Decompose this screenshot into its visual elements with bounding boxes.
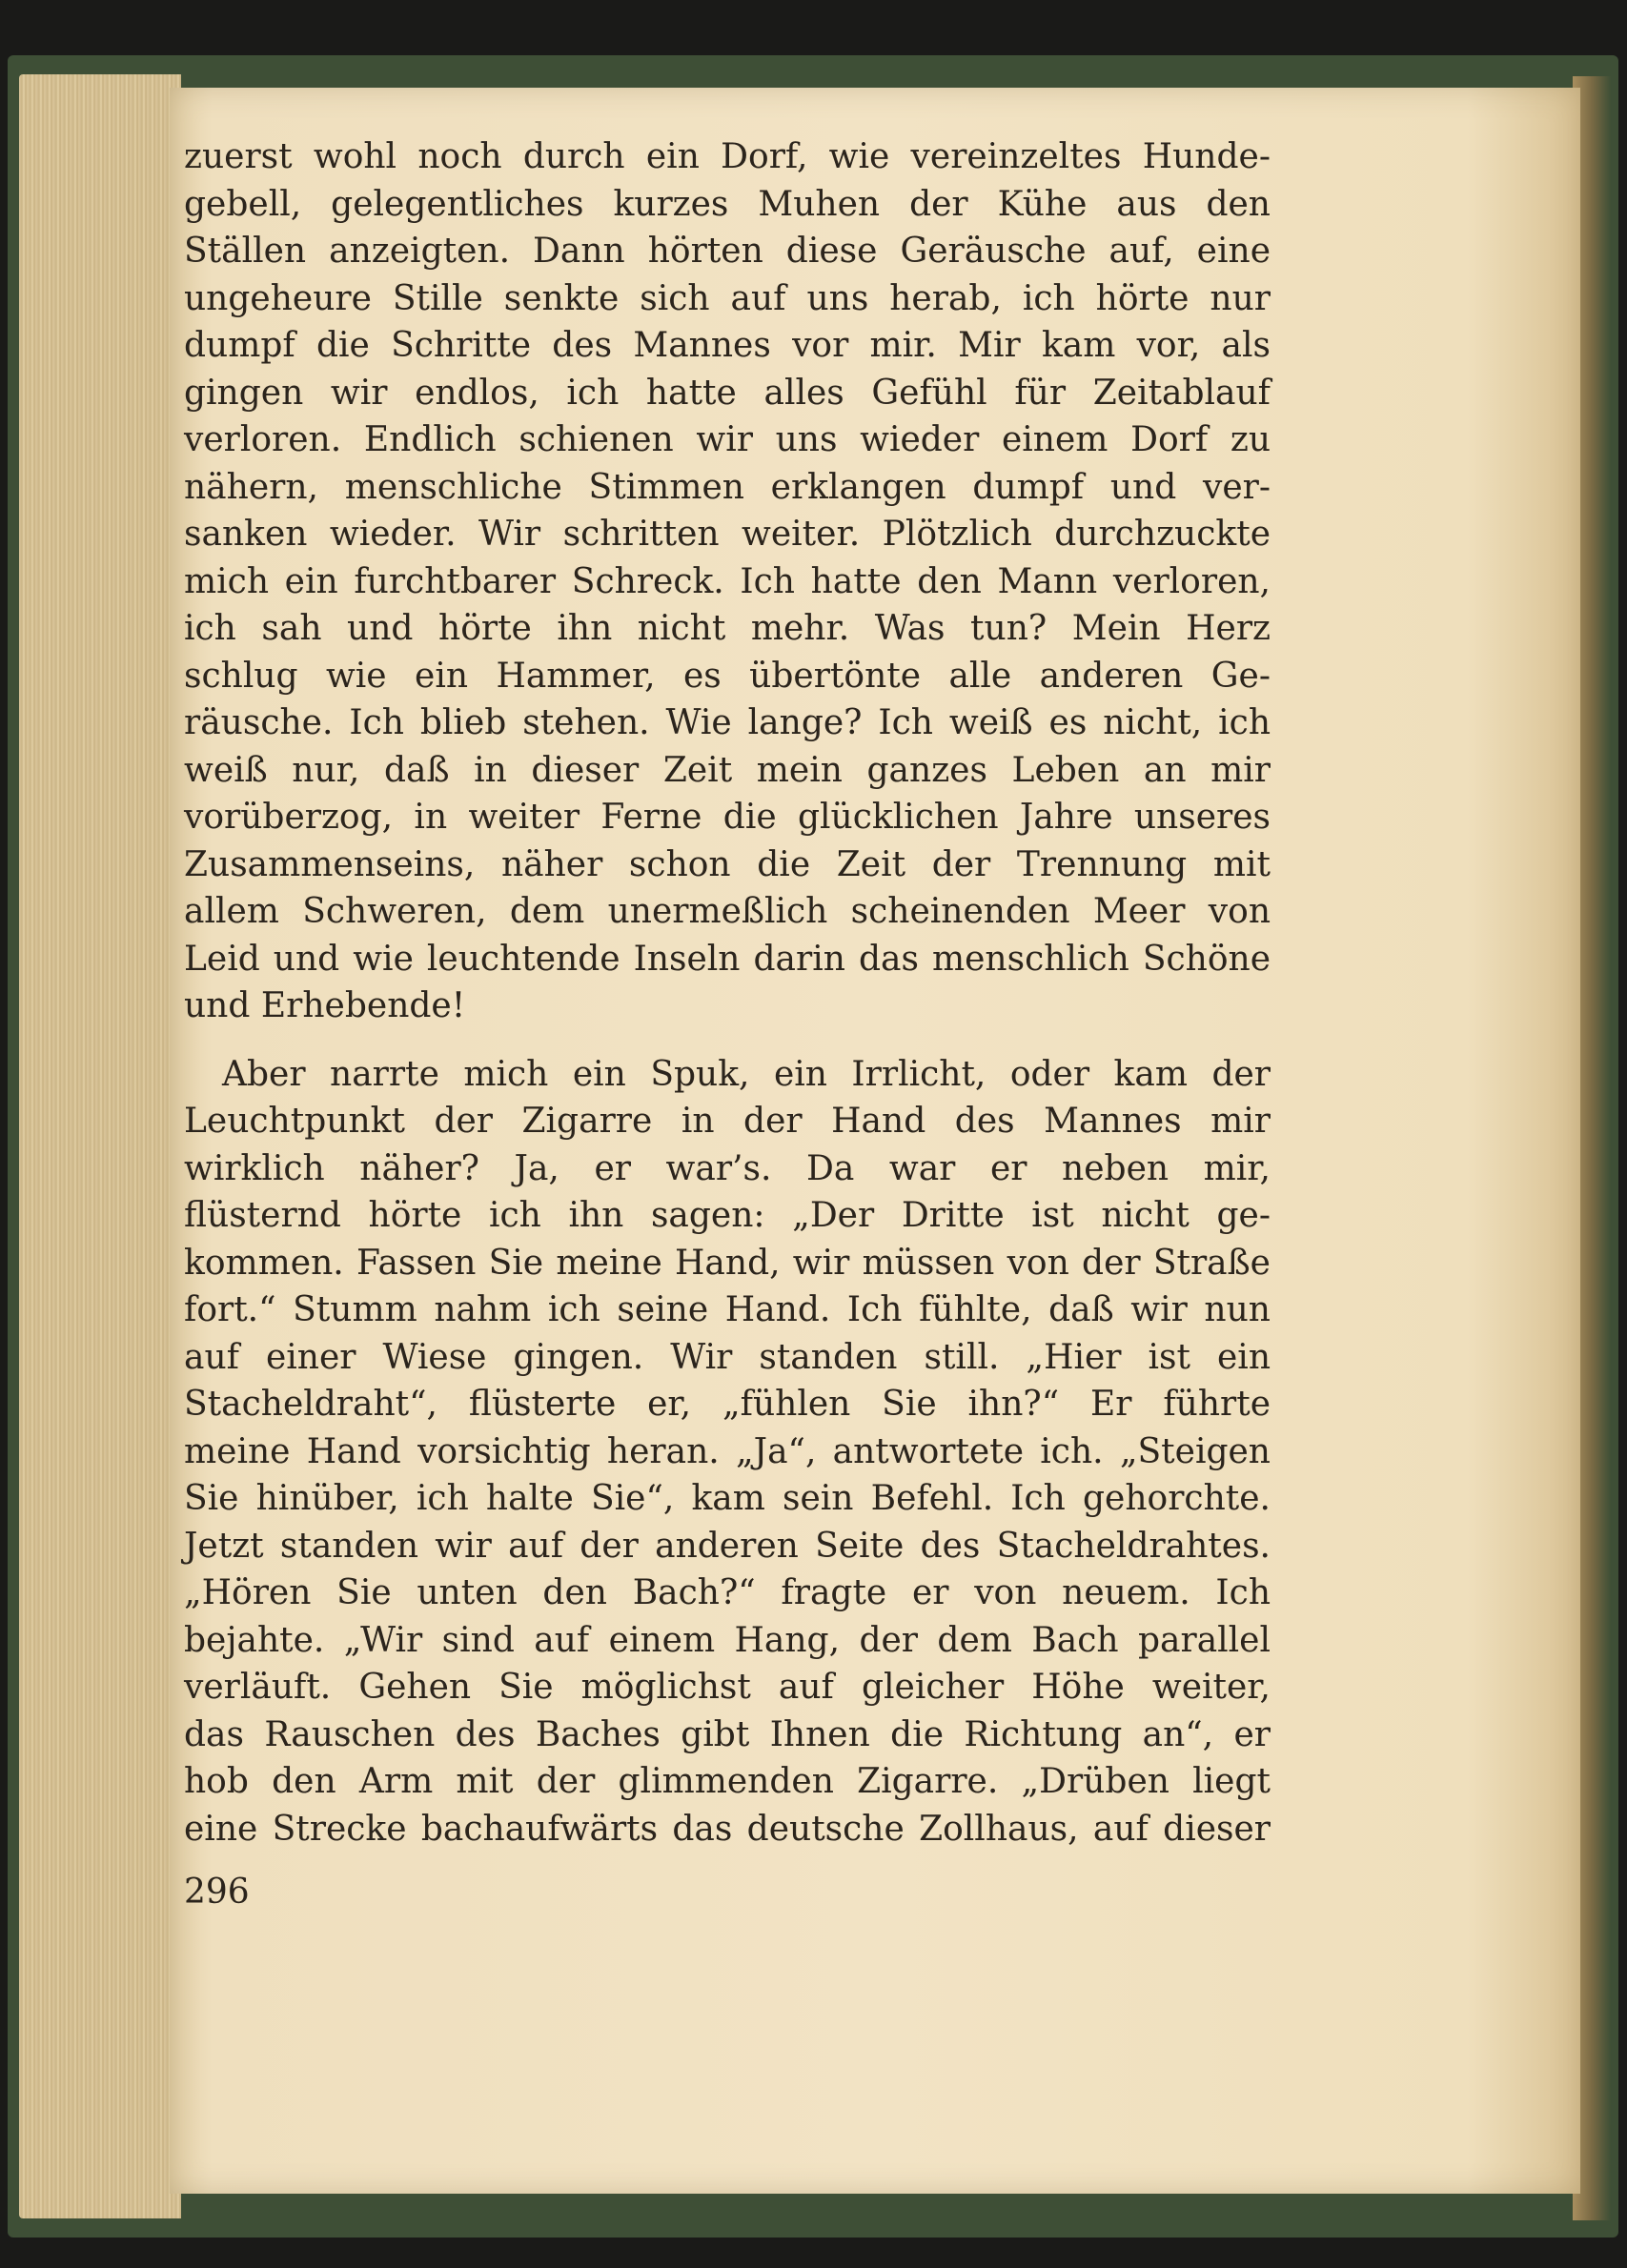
text-line: eine Strecke bachaufwärts das deutsche Zollhaus, auf dieser — [184, 1809, 1271, 1849]
text-line: vorüberzog, in weiter Ferne die glücklichen Jahre unseres — [184, 798, 1271, 837]
text-line: mich ein furchtbarer Schreck. Ich hatte den Mann verloren, — [184, 561, 1271, 601]
text-line: verläuft. Gehen Sie möglichst auf gleicher Höhe weiter, — [184, 1668, 1271, 1707]
text-line: zuerst wohl noch durch ein Dorf, wie vereinzeltes Hunde- — [184, 137, 1271, 176]
page-number: 296 — [184, 1873, 250, 1912]
text-line: flüsternd hörte ich ihn sagen: „Der Dritte ist nicht ge- — [184, 1196, 1271, 1235]
text-line: weiß nur, daß in dieser Zeit mein ganzes Leben an mir — [184, 750, 1271, 790]
text-line: fort.“ Stumm nahm ich seine Hand. Ich fühlte, daß wir nun — [184, 1290, 1271, 1329]
text-line: ich sah und hörte ihn nicht mehr. Was tun? Mein Herz — [184, 609, 1271, 648]
text-line: und Erhebende! — [184, 986, 466, 1025]
paragraph-2 — [184, 1051, 1271, 1853]
text-line: Sie hinüber, ich halte Sie“, kam sein Befehl. Ich gehorchte. — [184, 1479, 1271, 1518]
text-line: dumpf die Schritte des Mannes vor mir. Mir kam vor, als — [184, 326, 1271, 365]
text-line: „Hören Sie unten den Bach?“ fragte er von neuem. Ich — [184, 1573, 1271, 1612]
text-line: Jetzt standen wir auf der anderen Seite des Stacheldrahtes. — [184, 1526, 1271, 1566]
text-line: ungeheure Stille senkte sich auf uns herab, ich hörte nur — [184, 278, 1271, 318]
paragraph-1 — [184, 133, 1271, 1030]
text-line: kommen. Fassen Sie meine Hand, wir müssen von der Straße — [184, 1243, 1271, 1283]
text-line: räusche. Ich blieb stehen. Wie lange? Ich weiß es nicht, ich — [184, 703, 1271, 742]
page-edges — [19, 74, 181, 2218]
text-line: gingen wir endlos, ich hatte alles Gefühl für Zeitablauf — [184, 373, 1271, 413]
text-line: gebell, gelegentliches kurzes Muhen der Kühe aus den — [184, 184, 1271, 224]
text-line: verloren. Endlich schienen wir uns wieder einem Dorf zu — [184, 420, 1271, 459]
text-line: hob den Arm mit der glimmenden Zigarre. „Drüben liegt — [184, 1762, 1271, 1801]
body-text — [184, 133, 1271, 1853]
text-line: Zusammenseins, näher schon die Zeit der Trennung mit — [184, 844, 1271, 884]
text-line: das Rauschen des Baches gibt Ihnen die Richtung an“, er — [184, 1714, 1271, 1754]
text-line: Leuchtpunkt der Zigarre in der Hand des Mannes mir — [184, 1102, 1271, 1141]
text-line: sanken wieder. Wir schritten weiter. Plötzlich durchzuckte — [184, 515, 1271, 554]
text-line: nähern, menschliche Stimmen erklangen dumpf und ver- — [184, 467, 1271, 507]
text-line: meine Hand vorsichtig heran. „Ja“, antwortete ich. „Steigen — [184, 1431, 1271, 1471]
text-line: bejahte. „Wir sind auf einem Hang, der dem Bach parallel — [184, 1620, 1271, 1660]
text-line: wirklich näher? Ja, er war’s. Da war er neben mir, — [184, 1148, 1271, 1188]
text-line: Ställen anzeigten. Dann hörten diese Geräusche auf, eine — [184, 232, 1271, 271]
text-line: Stacheldraht“, flüsterte er, „fühlen Sie ihn?“ Er führte — [184, 1385, 1271, 1424]
text-line: auf einer Wiese gingen. Wir standen still. „Hier ist ein — [184, 1337, 1271, 1377]
text-line: schlug wie ein Hammer, es übertönte alle anderen Ge- — [184, 656, 1271, 696]
text-line: Leid und wie leuchtende Inseln darin das menschlich Schöne — [184, 939, 1271, 979]
text-line: Aber narrte mich ein Spuk, ein Irrlicht, oder kam der — [222, 1054, 1271, 1094]
text-line: allem Schweren, dem unermeßlich scheinenden Meer von — [184, 892, 1271, 931]
